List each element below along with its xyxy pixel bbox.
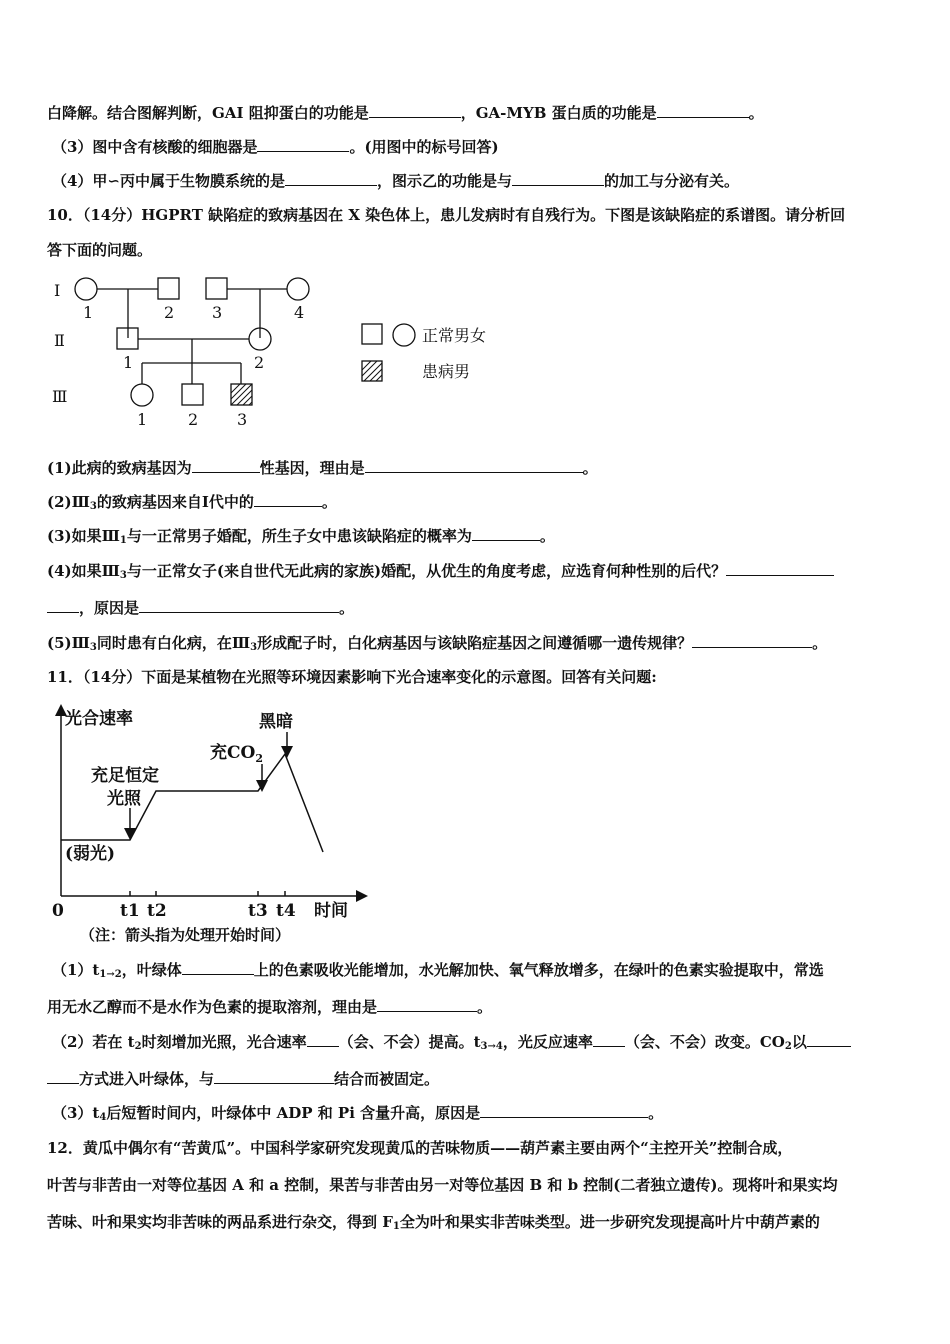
legend-label: 正常男女 xyxy=(422,326,487,345)
text-line: 苦味、叶和果实均非苦味的两品系进行杂交，得到 $F_1$全为叶和果实非苦味类型。进一步研究发现提高叶片中葫芦素的 xyxy=(47,1213,820,1232)
individual-number: 1 xyxy=(137,410,148,429)
answer-blank[interactable] xyxy=(472,526,540,541)
answer-blank[interactable] xyxy=(257,137,349,152)
individual-number: 3 xyxy=(237,410,248,429)
text-line: ，原因是 。 xyxy=(47,598,910,618)
individual-number: 3 xyxy=(212,303,223,322)
text-line: (1)此病的致病基因为 性基因，理由是 。 xyxy=(47,459,598,477)
generation-label: Ⅰ xyxy=(54,281,61,300)
answer-blank[interactable] xyxy=(365,458,583,473)
answer-blank[interactable] xyxy=(512,171,604,186)
answer-blank[interactable] xyxy=(593,1032,625,1047)
annotation: 充$CO_2$ xyxy=(210,743,263,765)
legend-female-symbol xyxy=(393,324,415,346)
answer-blank[interactable] xyxy=(214,1069,334,1084)
answer-blank[interactable] xyxy=(377,997,477,1012)
graph-note: （注：箭头指为处理开始时间） xyxy=(80,926,291,944)
text-line: (3)如果$Ⅲ_1$与一正常男子婚配，所生子女中患该缺陷症的概率为 。 xyxy=(47,527,555,546)
text-line: $(5)Ⅲ_3$同时患有白化病，在$Ⅲ_3$形成配子时，白化病基因与该缺陷症基因之间遵循哪一遗传规律？ 。 xyxy=(47,634,828,653)
pedigree-chart xyxy=(40,268,500,438)
female-symbol xyxy=(131,384,153,406)
male-symbol xyxy=(206,278,227,299)
individual-number: 1 xyxy=(83,303,94,322)
y-axis-label: 光合速率 xyxy=(65,709,133,729)
generation-label: Ⅲ xyxy=(52,387,68,406)
annotation: 充足恒定 xyxy=(91,766,159,786)
answer-blank[interactable] xyxy=(726,561,834,576)
text-line: （4）甲∽丙中属于生物膜系统的是 ，图示乙的功能是与 的加工与分泌有关。 xyxy=(52,172,740,190)
answer-blank[interactable] xyxy=(307,1032,339,1047)
text-line: 叶苦与非苦由一对等位基因 A 和 a 控制，果苦与非苦由另一对等位基因 B 和 b 控制(二者独立遗传)。现将叶和果实均 xyxy=(47,1176,838,1194)
individual-number: 4 xyxy=(294,303,305,322)
answer-blank[interactable] xyxy=(692,633,812,648)
individual-number: 2 xyxy=(254,353,265,372)
answer-blank[interactable] xyxy=(480,1103,648,1118)
legend-male-symbol xyxy=(362,324,382,344)
annotation: (弱光) xyxy=(65,844,116,864)
male-symbol xyxy=(158,278,179,299)
answer-blank[interactable] xyxy=(182,960,254,975)
text-line: （3）图中含有核酸的细胞器是 。(用图中的标号回答) xyxy=(52,138,499,156)
text-line: （2）若在 $t_2$时刻增加光照，光合速率 （会、不会）提高。$t_{3\to 4}$，光反应速率 （会、不会）改变。$CO_2$以 xyxy=(52,1032,910,1057)
female-symbol xyxy=(75,278,97,300)
generation-label: Ⅱ xyxy=(54,331,65,350)
tick-label: t2 xyxy=(147,901,167,921)
individual-number: 2 xyxy=(188,410,199,429)
tick-label: t4 xyxy=(276,901,296,921)
answer-blank[interactable] xyxy=(657,103,749,118)
answer-blank[interactable] xyxy=(47,1069,79,1084)
answer-blank[interactable] xyxy=(254,492,322,507)
answer-blank[interactable] xyxy=(285,171,377,186)
question-11-heading: 11．（14分）下面是某植物在光照等环境因素影响下光合速率变化的示意图。回答有关问题: xyxy=(47,668,657,686)
photosynthesis-rate-graph xyxy=(40,700,380,925)
individual-number: 2 xyxy=(164,303,175,322)
origin-label: 0 xyxy=(52,901,64,921)
answer-blank[interactable] xyxy=(807,1032,851,1047)
male-symbol xyxy=(182,384,203,405)
answer-blank[interactable] xyxy=(369,103,461,118)
answer-blank[interactable] xyxy=(139,598,339,613)
question-12-heading: 12．黄瓜中偶尔有“苦黄瓜”。中国科学家研究发现黄瓜的苦味物质——葫芦素主要由两个“主控开关”控制合成， xyxy=(47,1139,793,1157)
individual-number: 1 xyxy=(123,353,134,372)
text-line: 答下面的问题。 xyxy=(47,241,153,259)
annotation: 黑暗 xyxy=(259,712,293,732)
text-line: $(1)t_{1\to 2}$，叶绿体 上的色素吸收光能增加，水光解加快、氧气释放增多，在绿叶的色素实验提取中，常选 xyxy=(52,961,824,980)
tick-label: t3 xyxy=(248,901,268,921)
text-line: 方式进入叶绿体，与 结合而被固定。 xyxy=(47,1069,910,1089)
female-symbol xyxy=(287,278,309,300)
text-line: (4)如果$Ⅲ_3$与一正常女子(来自世代无此病的家族)婚配，从优生的角度考虑，应选育何种性别的后代？ xyxy=(47,561,910,586)
text-line: 白降解。结合图解判断，GAI 阻抑蛋白的功能是 ，GA-MYB 蛋白质的功能是 。 xyxy=(47,104,764,122)
annotation: 光照 xyxy=(107,789,141,809)
text-line: 用无水乙醇而不是水作为色素的提取溶剂，理由是 。 xyxy=(47,998,493,1016)
tick-label: t1 xyxy=(120,901,140,921)
answer-blank[interactable] xyxy=(192,458,260,473)
answer-blank[interactable] xyxy=(47,598,79,613)
legend-label: 患病男 xyxy=(422,362,471,381)
x-axis-label: 时间 xyxy=(314,901,348,921)
text-line: $(2)Ⅲ_3$的致病基因来自Ⅰ代中的 。 xyxy=(47,493,337,512)
question-10-heading: 10．（14分）HGPRT 缺陷症的致病基因在 X 染色体上，患儿发病时有自残行为。下图是该缺陷症的系谱图。请分析回 xyxy=(47,206,846,224)
text-line: $(3)t_4$后短暂时间内，叶绿体中 ADP 和 Pi 含量升高，原因是 。 xyxy=(52,1104,664,1123)
